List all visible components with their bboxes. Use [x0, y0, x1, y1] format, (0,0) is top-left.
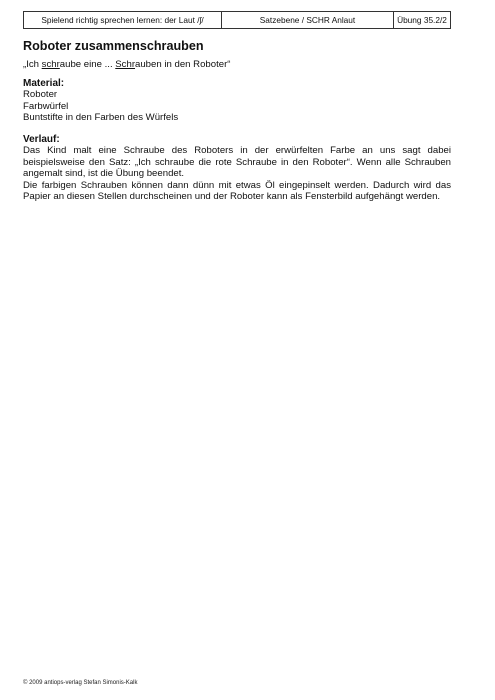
quote-part: aube eine ...: [59, 59, 116, 70]
header-series: Spielend richtig sprechen lernen: der Laut /ʃ/: [24, 12, 222, 28]
verlauf-paragraph: Die farbigen Schrauben können dann dünn mit etwas Öl eingepinselt werden. Dadurch wird das Papier an diesen Stellen durchscheinen und der Roboter kann als Fensterbild aufgehängt werden.: [23, 179, 451, 202]
quote-underlined-1: schr: [41, 59, 60, 70]
example-sentence: [23, 59, 451, 71]
verlauf-heading: Verlauf:: [23, 133, 60, 145]
quote-part: „Ich: [23, 59, 42, 70]
header-table: [23, 11, 451, 29]
material-item: Buntstifte in den Farben des Würfels: [23, 112, 179, 123]
header-level: Satzebene / SCHR Anlaut: [222, 12, 394, 28]
copyright-footer: © 2009 antiops-verlag Stefan Simonis-Kalk: [23, 680, 138, 686]
material-section: [23, 78, 451, 124]
quote-underlined-2: Schr: [115, 59, 136, 70]
material-item: Roboter: [23, 89, 58, 100]
content: [23, 59, 451, 213]
header-exercise-number: Übung 35.2/2: [397, 15, 447, 25]
quote-part: auben in den Roboter“: [135, 59, 231, 70]
verlauf-paragraph: Das Kind malt eine Schraube des Roboters in der erwürfelten Farbe an uns sagt dabei beispielsweise den Satz: „Ich schraube die rote Schraube in den Roboter“. Wenn alle Schrauben angemalt sind, ist die Übung beendet.: [23, 145, 451, 179]
verlauf-section: [23, 134, 451, 203]
material-item: Farbwürfel: [23, 100, 69, 112]
material-heading: Material:: [23, 77, 65, 89]
page-title: Roboter zusammenschrauben: [23, 39, 204, 53]
